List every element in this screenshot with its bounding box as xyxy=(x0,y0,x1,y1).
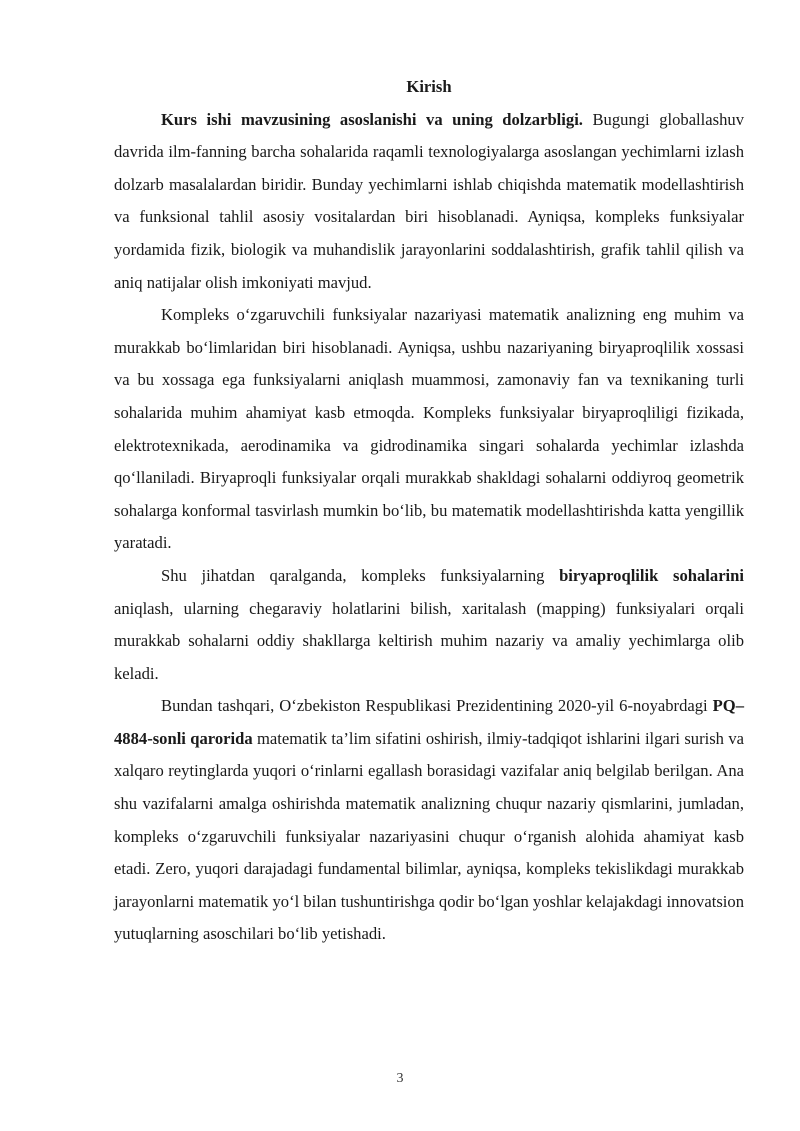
paragraph-3-text-before: Shu jihatdan qaralganda, kompleks funksiyalarning xyxy=(161,565,560,585)
paragraph-2 xyxy=(114,299,744,560)
paragraph-3 xyxy=(114,560,744,690)
paragraph-3-bold: biryaproqlilik sohalarini xyxy=(559,565,745,585)
paragraph-4-text-before: Bundan tashqari, O‘zbekiston Respublikasi Prezidentining 2020-yil 6-noyabrdagi xyxy=(161,696,713,716)
paragraph-1-text: Bugungi globallashuv davrida ilm-fanning barcha sohalarida raqamli texnologiyalarga asoslangan yechimlarni izlash dolzarb masalalardan biridir. Bunday yechimlarni ishlab chiqishda matematik modellashtirish va funksional tahlil asosiy vositalardan biri hisoblanadi. Ayniqsa, kompleks funksiyalar yordamida fizik, biologik va muhandislik jarayonlarini soddalashtirish, grafik tahlil qilish va aniq natijalar olish imkoniyati mavjud. xyxy=(114,109,744,292)
paragraph-4-bold: PQ–4884-sonli qarorida xyxy=(114,696,744,748)
paragraph-4 xyxy=(114,690,744,951)
paragraph-1-bold-lead: Kurs ishi mavzusining asoslanishi va uning dolzarbligi. xyxy=(161,109,583,129)
paragraph-3-text-after: aniqlash, ularning chegaraviy holatlarini bilish, xaritalash (mapping) funksiyalari orqali murakkab sohalarni oddiy shakllarga keltirish muhim nazariy va amaliy yechimlarga olib keladi. xyxy=(114,598,744,683)
paragraph-1 xyxy=(114,104,744,300)
page-number: 3 xyxy=(396,1071,404,1086)
section-title: Kirish xyxy=(406,77,452,96)
paragraph-2-text: Kompleks o‘zgaruvchili funksiyalar nazariyasi matematik analizning eng muhim va murakkab bo‘limlaridan biri hisoblanadi. Ayniqsa, ushbu nazariyaning biryaproqlilik xossasi va bu xossaga ega funksiyalarni aniqlash muammosi, zamonaviy fan va texnikaning turli sohalarida muhim ahamiyat kasb etmoqda. Kompleks funksiyalar biryaproqliligi fizikada, elektrotexnikada, aerodinamika va gidrodinamika singari sohalarda yechimlar izlashda qo‘llaniladi. Biryaproqli funksiyalar orqali murakkab shakldagi sohalarni oddiyroq geometrik sohalarga konformal tasvirlash mumkin bo‘lib, bu matematik modellashtirishda katta yengillik yaratadi. xyxy=(114,305,744,553)
paragraph-4-text-after: matematik ta’lim sifatini oshirish, ilmiy-tadqiqot ishlarini ilgari surish va xalqaro reytinglarda yuqori o‘rinlarni egallash borasidagi vazifalar aniq belgilab berilgan. Ana shu vazifalarni amalga oshirishda matematik analizning chuqur nazariy qismlarini, jumladan, kompleks o‘zgaruvchili funksiyalar nazariyasini chuqur o‘rganish alohida ahamiyat kasb etadi. Zero, yuqori darajadagi fundamental bilimlar, ayniqsa, kompleks tekislikdagi murakkab jarayonlarni matematik yo‘l bilan tushuntirishga qodir bo‘lgan yoshlar kelajakdagi innovatsion yutuqlarning asoschilari bo‘lib yetishadi. xyxy=(114,728,744,944)
